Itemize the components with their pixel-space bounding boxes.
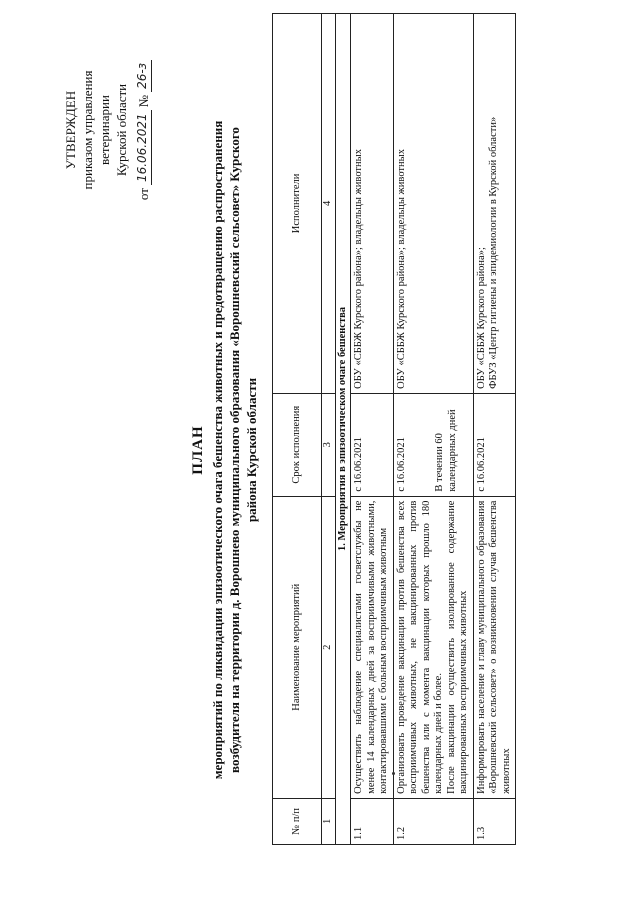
approval-date-number	[134, 45, 152, 215]
scan-speck	[392, 772, 395, 775]
approval-stamp	[62, 45, 152, 215]
row-term-part: В течении 60 календарных дней	[434, 409, 458, 492]
column-number-row	[322, 14, 336, 845]
plan-subtitle: мероприятий по ликвидации эпизоотического очага бешенства животных и предотвращению распространения возбудителя на территории д. Ворошнево муниципального образования «Ворошневский сельсовет» Курского района Курской области	[210, 120, 259, 780]
date-prefix: от	[136, 188, 151, 201]
column-number: 3	[322, 393, 336, 496]
section-row	[335, 14, 351, 845]
section-title: 1. Мероприятия в эпизоотическом очаге бешенства	[335, 14, 351, 845]
header-number: № п/п	[273, 798, 322, 844]
column-number: 1	[322, 798, 336, 844]
number-prefix: №	[136, 94, 151, 108]
header-measure: Наименование мероприятий	[273, 496, 322, 798]
plan-title: ПЛАН	[190, 425, 206, 475]
handwritten-date: 16.06.2021	[134, 110, 152, 185]
row-measure-part: После вакцинации осуществить изолированное содержание вакцинированных восприимчивых животных	[445, 500, 469, 794]
table-header-row	[273, 14, 322, 845]
row-term: с 16.06.2021	[473, 393, 516, 496]
row-number: 1.1	[351, 798, 394, 844]
row-number: 1.3	[473, 798, 516, 844]
row-executors	[473, 14, 516, 394]
approval-order-line: приказом управления ветеринарии	[80, 70, 112, 190]
header-term: Срок исполнения	[273, 393, 322, 496]
header-executors: Исполнители	[273, 14, 322, 394]
row-executor-line: ОБУ «СББЖ Курского района»;	[475, 247, 487, 389]
column-number: 4	[322, 14, 336, 394]
document-heading	[190, 105, 260, 795]
table-row	[351, 14, 394, 845]
row-number: 1.2	[393, 798, 473, 844]
table-row	[473, 14, 516, 845]
handwritten-number: 26-з	[134, 60, 152, 92]
row-executors: ОБУ «СББЖ Курского района»; владельцы животных	[351, 14, 394, 394]
row-executors: ОБУ «СББЖ Курского района»; владельцы животных	[393, 14, 473, 394]
row-term	[393, 393, 473, 496]
approval-region-line: Курской области	[114, 83, 129, 177]
row-term-part: с 16.06.2021	[395, 437, 407, 492]
table-row	[393, 14, 473, 845]
row-measure	[393, 496, 473, 798]
row-executor-line: ФБУЗ «Центр гигиены и эпидемиологии в Курской области»	[488, 116, 499, 389]
row-measure: Осуществить наблюдение специалистами госветслужбы не менее 14 календарных дней за восприимчивыми животными, контактировавшими с больным восприимчивым животным	[351, 496, 394, 798]
measures-table	[272, 13, 516, 845]
approval-title: УТВЕРЖДЕН	[63, 90, 78, 170]
row-measure-part: Организовать проведение вакцинации против бешенства всех восприимчивых животных, не вакцинированных против бешенства или с момента вакцинации которых прошло 180 календарных дней и более.	[395, 500, 444, 794]
row-term: с 16.06.2021	[351, 393, 394, 496]
row-measure: Информировать население и главу муниципального образования «Ворошневский сельсовет» о возникновении случая бешенства животных	[473, 496, 516, 798]
column-number: 2	[322, 496, 336, 798]
